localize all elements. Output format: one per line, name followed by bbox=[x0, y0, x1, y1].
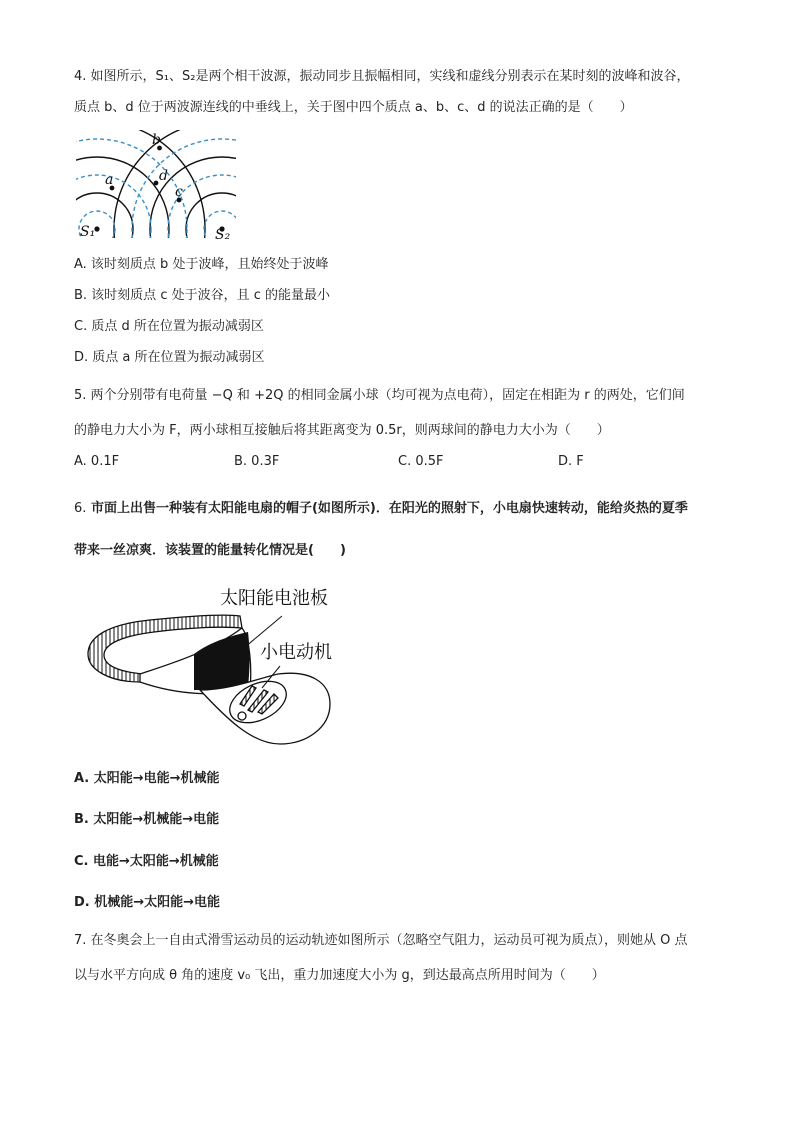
q4-number: 4. bbox=[74, 69, 87, 84]
q5-option-b: B. 0.3F bbox=[234, 454, 280, 469]
solar-fan-cap-figure bbox=[80, 578, 370, 750]
q4-stem-line1 bbox=[74, 68, 689, 86]
label-s2: S₂ bbox=[215, 227, 231, 242]
q6-stem-line1 bbox=[74, 500, 688, 518]
q6-option-c: C. 电能→太阳能→机械能 bbox=[74, 854, 219, 869]
q6-option-b: B. 太阳能→机械能→电能 bbox=[74, 812, 220, 827]
label-solar-panel: 太阳能电池板 bbox=[220, 588, 328, 609]
q4-option-b: B. 该时刻质点 c 处于波谷，且 c 的能量最小 bbox=[74, 288, 331, 303]
q7-number: 7. bbox=[74, 933, 87, 948]
q5-stem-line1 bbox=[74, 387, 685, 405]
label-motor: 小电动机 bbox=[260, 642, 332, 663]
label-b: b bbox=[152, 132, 161, 148]
point-d bbox=[154, 181, 159, 186]
q4-option-a: A. 该时刻质点 b 处于波峰，且始终处于波峰 bbox=[74, 257, 329, 272]
q4-option-d: D. 质点 a 所在位置为振动减弱区 bbox=[74, 350, 265, 365]
label-c: c bbox=[175, 184, 183, 200]
q6-stem-line2: 带来一丝凉爽．该装置的能量转化情况是( ) bbox=[74, 543, 346, 558]
q6-stem-text1: 市面上出售一种装有太阳能电扇的帽子(如图所示)．在阳光的照射下，小电扇快速转动，能给炎热的夏季 bbox=[90, 501, 688, 516]
q4-option-c: C. 质点 d 所在位置为振动减弱区 bbox=[74, 319, 264, 334]
q5-stem-text1: 两个分别带有电荷量 −Q 和 +2Q 的相同金属小球（均可视为点电荷），固定在相距为 r 的两处，它们间 bbox=[90, 388, 685, 403]
q7-stem-text1: 在冬奥会上一自由式滑雪运动员的运动轨迹如图所示（忽略空气阻力，运动员可视为质点），则她从 O 点 bbox=[90, 933, 688, 948]
q5-option-c: C. 0.5F bbox=[398, 454, 444, 469]
q7-stem-line1 bbox=[74, 932, 688, 950]
q5-option-a: A. 0.1F bbox=[74, 454, 120, 469]
q6-number: 6. bbox=[74, 501, 87, 516]
q6-option-a: A. 太阳能→电能→机械能 bbox=[74, 771, 220, 786]
q5-option-d: D. F bbox=[558, 454, 584, 469]
interference-figure bbox=[72, 126, 242, 242]
q5-stem-line2: 的静电力大小为 F，两小球相互接触后将其距离变为 0.5r，则两球间的静电力大小为（ ） bbox=[74, 423, 610, 438]
q6-option-d: D. 机械能→太阳能→电能 bbox=[74, 895, 221, 910]
q4-stem-line2: 质点 b、d 位于两波源连线的中垂线上，关于图中四个质点 a、b、c、d 的说法正确的是（ ） bbox=[74, 100, 633, 115]
label-a: a bbox=[105, 172, 114, 188]
label-s1: S₁ bbox=[80, 224, 96, 240]
solar-panel bbox=[194, 632, 250, 690]
q7-stem-line2: 以与水平方向成 θ 角的速度 v₀ 飞出，重力加速度大小为 g，到达最高点所用时间为（ ） bbox=[74, 968, 605, 983]
label-d: d bbox=[159, 168, 168, 184]
q5-number: 5. bbox=[74, 388, 87, 403]
q4-stem-text1: 如图所示，S₁、S₂是两个相干波源，振动同步且振幅相同，实线和虚线分别表示在某时刻的波峰和波谷， bbox=[90, 69, 690, 84]
